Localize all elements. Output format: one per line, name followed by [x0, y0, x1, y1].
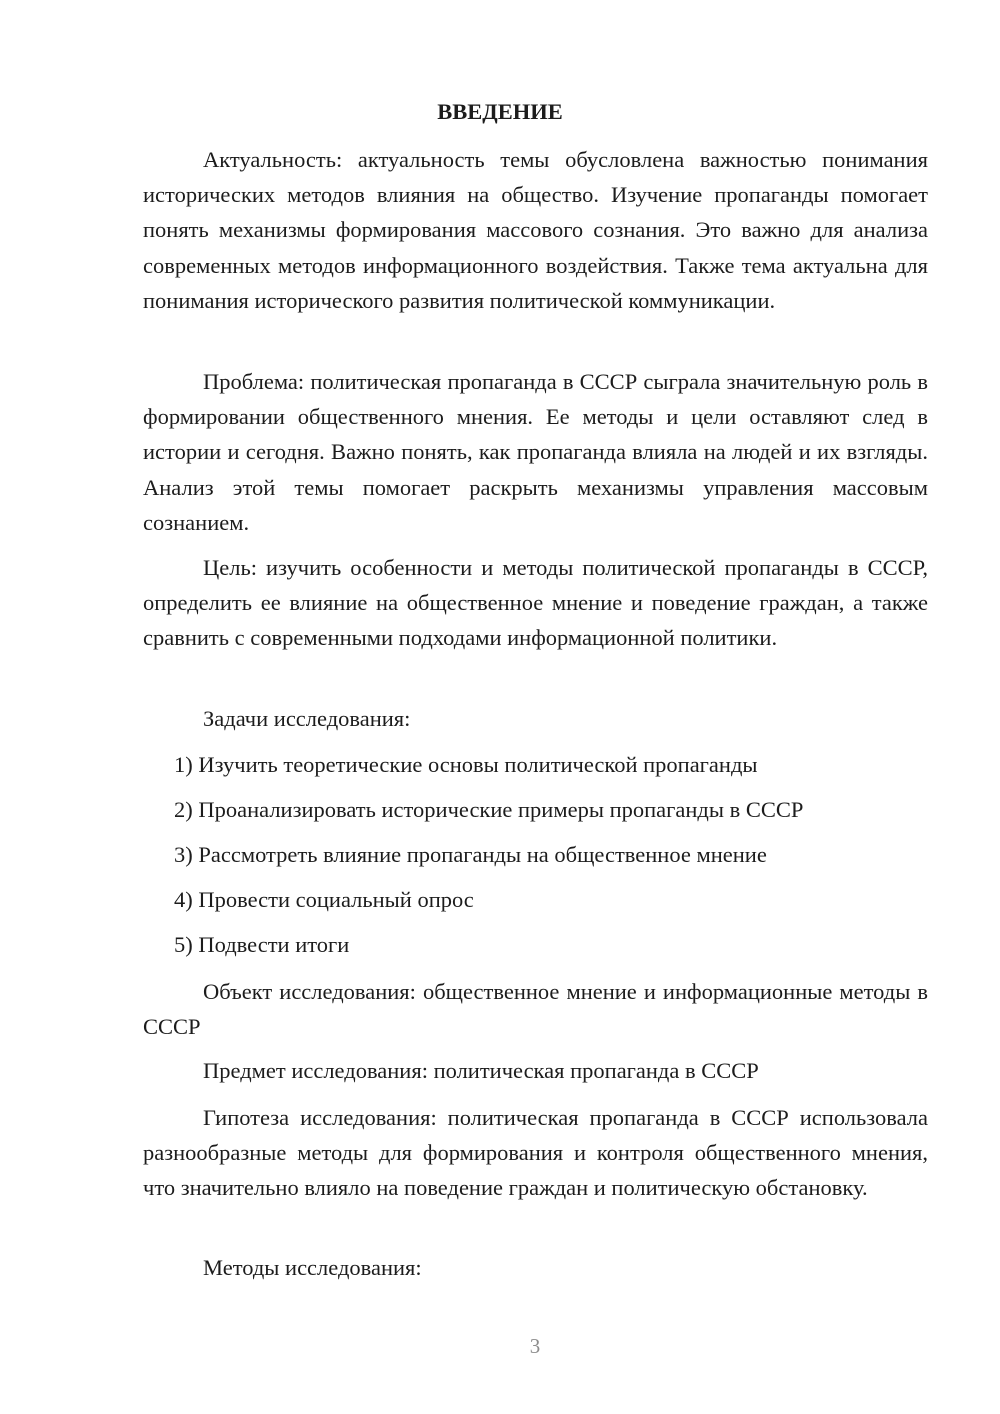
subject-paragraph: Предмет исследования: политическая пропаганда в СССР	[203, 1058, 759, 1083]
methods-heading: Методы исследования:	[203, 1255, 422, 1280]
task-item: 3) Рассмотреть влияние пропаганды на общественное мнение	[174, 842, 767, 867]
task-item: 1) Изучить теоретические основы политической пропаганды	[174, 752, 758, 777]
tasks-heading: Задачи исследования:	[203, 706, 411, 731]
task-item: 4) Провести социальный опрос	[174, 887, 474, 912]
section-title: ВВЕДЕНИЕ	[437, 99, 563, 124]
page-number: 3	[529, 1334, 541, 1358]
relevance-paragraph: Актуальность: актуальность темы обусловлена важностью понимания исторических методов влияния на общество. Изучение пропаганды помогает понять механизмы формирования массового сознания. Это важно для анализа современных методов информационного воздействия. Также тема актуальна для понимания исторического развития политической коммуникации.	[143, 147, 928, 313]
object-paragraph: Объект исследования: общественное мнение и информационные методы в СССР	[143, 979, 928, 1040]
goal-paragraph: Цель: изучить особенности и методы политической пропаганды в СССР, определить ее влияние на общественное мнение и поведение граждан, а также сравнить с современными подходами информационной политики.	[143, 555, 928, 651]
task-item: 2) Проанализировать исторические примеры пропаганды в СССР	[174, 797, 804, 822]
task-item: 5) Подвести итоги	[174, 932, 350, 957]
problem-paragraph: Проблема: политическая пропаганда в СССР сыграла значительную роль в формировании общественного мнения. Ее методы и цели оставляют след в истории и сегодня. Важно понять, как пропаганда влияла на людей и их взгляды. Анализ этой темы помогает раскрыть механизмы управления массовым сознанием.	[143, 369, 928, 535]
hypothesis-paragraph: Гипотеза исследования: политическая пропаганда в СССР использовала разнообразные методы для формирования и контроля общественного мнения, что значительно влияло на поведение граждан и политическую обстановку.	[143, 1105, 928, 1201]
